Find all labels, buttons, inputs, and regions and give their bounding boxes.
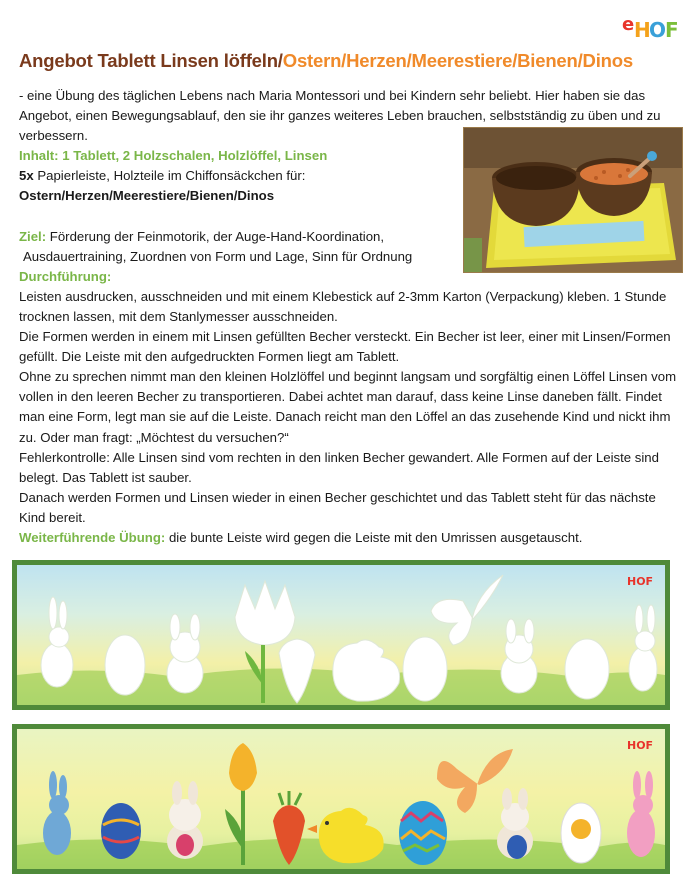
article-body	[19, 86, 681, 548]
title-accent: Ostern/Herzen/Meerestiere/Bienen/Dinos	[282, 50, 633, 71]
materials-line	[19, 166, 459, 186]
durchfuehrung-label: Durchführung:	[19, 268, 112, 284]
tulip-silhouette	[235, 581, 295, 645]
inhalt-label: Inhalt:	[19, 148, 59, 164]
page-title	[19, 50, 633, 72]
inhalt-text: 1 Tablett, 2 Holzschalen, Holzlöffel, Linsen	[62, 148, 328, 164]
egg-silhouette-3	[565, 639, 609, 699]
rabbit-silhouette-2	[629, 605, 657, 691]
durchfuehrung-p1: Leisten ausdrucken, ausschneiden und mit einem Klebestick auf 2-3mm Karton (Verpackung) kleben. 1 Stunde trocknen lassen, mit dem Stanlymesser ausschneiden.	[19, 288, 667, 324]
fried-egg	[561, 803, 601, 863]
blue-egg	[101, 803, 141, 859]
durchfuehrung-p3: Ohne zu sprechen nimmt man den kleinen Holzlöffel und beginnt langsam und sorgfältig einen Löffel Linsen vom vollen in den leeren Becher zu transportieren. Dabei achtet man darauf, dass keine Linse daneben fällt. Findet man eine Form, legt man sie auf die Leiste. Danach reicht man den Löffel an das zusehende Kind und nickt ihm zu. Oder man fragt: „Möchtest du versuchen?“	[19, 369, 677, 445]
egg-silhouette-1	[105, 635, 145, 695]
outline-strip-shapes	[17, 565, 665, 705]
butterfly-silhouette	[431, 575, 503, 645]
orange-butterfly	[437, 749, 513, 813]
duck-silhouette	[333, 640, 400, 701]
spacer	[19, 207, 459, 227]
patterned-egg	[399, 801, 447, 865]
pink-rabbit	[627, 771, 655, 857]
logo-letter-f: F	[665, 18, 679, 42]
logo-letter-o: O	[649, 18, 667, 42]
color-strip-shapes	[17, 729, 665, 869]
svg-text:HOF: HOF	[627, 739, 654, 752]
bunny-head-silhouette-2	[501, 619, 537, 693]
blue-rabbit	[43, 771, 71, 855]
ziel-label: Ziel:	[19, 228, 47, 244]
bunny-with-egg	[167, 781, 203, 859]
color-strip	[12, 724, 670, 874]
durchfuehrung-p4: Fehlerkontrolle: Alle Linsen sind vom rechten in den linken Becher gewandert. Alle Formen auf der Leiste sind belegt. Das Tablett ist sauber.	[19, 449, 659, 485]
durchfuehrung-p2: Die Formen werden in einem mit Linsen gefüllten Becher versteckt. Ein Becher ist leer, einer mit Linsen/Formen gefüllt. Die Leiste mit den aufgedruckten Formen liegt am Tablett.	[19, 329, 671, 365]
intro-paragraph: - eine Übung des täglichen Lebens nach Maria Montessori und bei Kindern sehr beliebt. Hier haben sie das Angebot, einen Bewegungsablauf, den sie ihr ganzes weiteres Leben brauchen, selbstständig zu üben und zu verbessern.	[19, 88, 661, 144]
ziel-line	[19, 227, 459, 247]
bunny-head-silhouette-1	[167, 614, 203, 693]
title-main: Angebot Tablett Linsen löffeln/	[19, 50, 283, 71]
outline-strip	[12, 560, 670, 710]
hof-logo	[620, 4, 680, 40]
ziel-text-2: Ausdauertraining, Zuordnen von Form und Lage, Sinn für Ordnung	[23, 248, 413, 264]
durchfuehrung-p5: Danach werden Formen und Linsen wieder in einen Becher geschichtet und das Tablett steht für das nächste Kind bereit.	[19, 489, 656, 525]
inhalt-line	[19, 146, 459, 166]
logo-letter-h: H	[634, 18, 651, 42]
materials-count: 5x	[19, 168, 34, 184]
materials-text: Papierleiste, Holzteile im Chiffonsäckchen für:	[37, 168, 306, 184]
logo-letter-e: e	[622, 14, 635, 35]
materials-themes: Ostern/Herzen/Meerestiere/Bienen/Dinos	[19, 188, 275, 204]
svg-text:HOF: HOF	[627, 575, 654, 588]
bunny-blue-egg	[497, 788, 533, 859]
egg-silhouette-2	[403, 637, 447, 701]
rabbit-silhouette-1	[41, 597, 73, 687]
ziel-text-1: Förderung der Feinmotorik, der Auge-Hand-Koordination,	[49, 228, 385, 244]
weiter-line	[19, 528, 681, 548]
weiter-text: die bunte Leiste wird gegen die Leiste mit den Umrissen ausgetauscht.	[168, 529, 583, 545]
weiter-label: Weiterführende Übung:	[19, 529, 166, 545]
